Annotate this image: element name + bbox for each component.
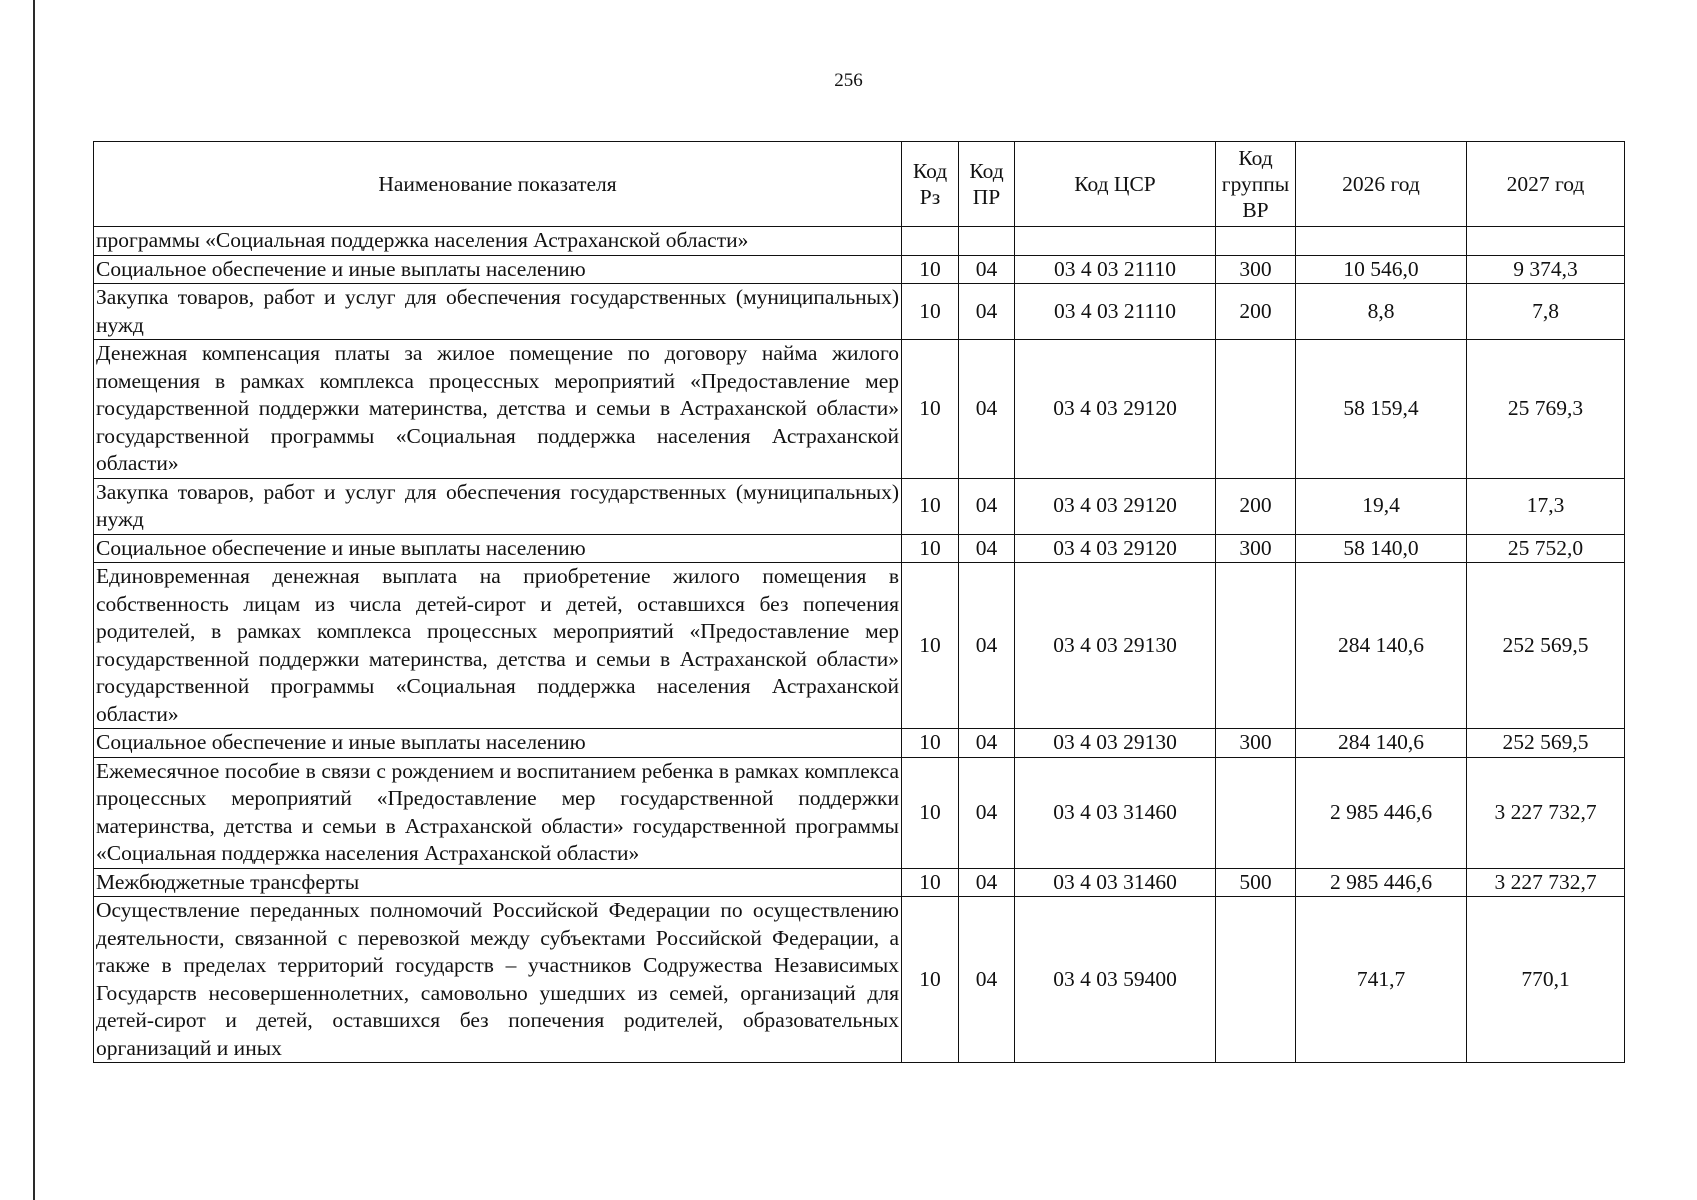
row-vr: 200 — [1216, 284, 1296, 340]
row-rz: 10 — [902, 729, 959, 758]
row-name: Закупка товаров, работ и услуг для обеспечения государственных (муниципальных) нужд — [94, 284, 902, 340]
row-2027: 25 769,3 — [1467, 340, 1625, 479]
row-2026: 19,4 — [1296, 478, 1467, 534]
header-2027: 2027 год — [1467, 142, 1625, 227]
row-rz: 10 — [902, 340, 959, 479]
table-row — [94, 255, 1625, 284]
row-rz: 10 — [902, 897, 959, 1063]
row-name: Осуществление переданных полномочий Российской Федерации по осуществлению деятельности, связанной с перевозкой между субъектами Российской Федерации, а также в пределах территорий государств – участников Содружества Независимых Государств несовершеннолетних, самовольно ушедших из семей, организаций для детей-сирот и детей, оставшихся без попечения родителей, образовательных организаций и иных — [94, 897, 902, 1063]
row-2026: 2 985 446,6 — [1296, 757, 1467, 868]
row-csr: 03 4 03 29120 — [1015, 534, 1216, 563]
table-row — [94, 757, 1625, 868]
page-number: 256 — [834, 70, 863, 91]
row-2026: 284 140,6 — [1296, 563, 1467, 729]
table-row — [94, 897, 1625, 1063]
row-2026 — [1296, 227, 1467, 256]
row-2026: 284 140,6 — [1296, 729, 1467, 758]
table-row — [94, 563, 1625, 729]
header-rz: Код Рз — [902, 142, 959, 227]
row-2027: 252 569,5 — [1467, 563, 1625, 729]
row-vr: 300 — [1216, 255, 1296, 284]
row-name: Межбюджетные трансферты — [94, 868, 902, 897]
row-name: Единовременная денежная выплата на приобретение жилого помещения в собственность лицам из числа детей-сирот и детей, оставшихся без попечения родителей, в рамках комплекса процессных мероприятий «Предоставление мер государственной поддержки материнства, детства и семьи в Астраханской области» государственной программы «Социальная поддержка населения Астраханской области» — [94, 563, 902, 729]
row-pr: 04 — [959, 534, 1015, 563]
header-name: Наименование показателя — [94, 142, 902, 227]
row-2026: 741,7 — [1296, 897, 1467, 1063]
row-name: Социальное обеспечение и иные выплаты населению — [94, 729, 902, 758]
header-pr: Код ПР — [959, 142, 1015, 227]
row-rz: 10 — [902, 255, 959, 284]
budget-table — [93, 141, 1625, 1063]
row-rz: 10 — [902, 868, 959, 897]
row-vr: 300 — [1216, 729, 1296, 758]
row-vr: 200 — [1216, 478, 1296, 534]
row-rz: 10 — [902, 284, 959, 340]
row-2027: 770,1 — [1467, 897, 1625, 1063]
table-row — [94, 340, 1625, 479]
row-csr: 03 4 03 31460 — [1015, 757, 1216, 868]
row-csr: 03 4 03 31460 — [1015, 868, 1216, 897]
table-header-row — [94, 142, 1625, 227]
row-name: Закупка товаров, работ и услуг для обеспечения государственных (муниципальных) нужд — [94, 478, 902, 534]
row-pr: 04 — [959, 563, 1015, 729]
header-vr: Код группы ВР — [1216, 142, 1296, 227]
row-vr — [1216, 757, 1296, 868]
row-csr: 03 4 03 59400 — [1015, 897, 1216, 1063]
row-2026: 58 140,0 — [1296, 534, 1467, 563]
row-csr: 03 4 03 21110 — [1015, 284, 1216, 340]
row-2027: 9 374,3 — [1467, 255, 1625, 284]
header-csr: Код ЦСР — [1015, 142, 1216, 227]
row-vr — [1216, 897, 1296, 1063]
row-rz: 10 — [902, 563, 959, 729]
row-2026: 10 546,0 — [1296, 255, 1467, 284]
row-pr: 04 — [959, 868, 1015, 897]
row-name: Социальное обеспечение и иные выплаты населению — [94, 534, 902, 563]
row-2026: 2 985 446,6 — [1296, 868, 1467, 897]
scan-edge-line — [33, 0, 35, 1200]
row-name: Социальное обеспечение и иные выплаты населению — [94, 255, 902, 284]
table-row — [94, 534, 1625, 563]
row-vr — [1216, 563, 1296, 729]
row-pr: 04 — [959, 757, 1015, 868]
row-rz: 10 — [902, 534, 959, 563]
row-2027: 25 752,0 — [1467, 534, 1625, 563]
table-row — [94, 729, 1625, 758]
row-pr: 04 — [959, 340, 1015, 479]
table-row — [94, 478, 1625, 534]
table-row — [94, 868, 1625, 897]
row-2027: 17,3 — [1467, 478, 1625, 534]
row-pr: 04 — [959, 897, 1015, 1063]
table-row — [94, 284, 1625, 340]
table-row — [94, 227, 1625, 256]
row-rz: 10 — [902, 757, 959, 868]
row-csr: 03 4 03 29130 — [1015, 563, 1216, 729]
row-2027 — [1467, 227, 1625, 256]
row-pr: 04 — [959, 478, 1015, 534]
row-name: программы «Социальная поддержка населения Астраханской области» — [94, 227, 902, 256]
row-pr: 04 — [959, 729, 1015, 758]
row-name: Денежная компенсация платы за жилое помещение по договору найма жилого помещения в рамках комплекса процессных мероприятий «Предоставление мер государственной поддержки материнства, детства и семьи в Астраханской области» государственной программы «Социальная поддержка населения Астраханской области» — [94, 340, 902, 479]
row-2027: 3 227 732,7 — [1467, 757, 1625, 868]
row-rz — [902, 227, 959, 256]
row-2027: 3 227 732,7 — [1467, 868, 1625, 897]
row-2026: 8,8 — [1296, 284, 1467, 340]
row-rz: 10 — [902, 478, 959, 534]
row-vr: 300 — [1216, 534, 1296, 563]
row-vr — [1216, 227, 1296, 256]
header-2026: 2026 год — [1296, 142, 1467, 227]
row-vr: 500 — [1216, 868, 1296, 897]
row-2027: 252 569,5 — [1467, 729, 1625, 758]
row-csr: 03 4 03 21110 — [1015, 255, 1216, 284]
row-csr — [1015, 227, 1216, 256]
row-pr: 04 — [959, 255, 1015, 284]
row-csr: 03 4 03 29120 — [1015, 340, 1216, 479]
row-name: Ежемесячное пособие в связи с рождением и воспитанием ребенка в рамках комплекса процессных мероприятий «Предоставление мер государственной поддержки материнства, детства и семьи в Астраханской области» государственной программы «Социальная поддержка населения Астраханской области» — [94, 757, 902, 868]
row-2026: 58 159,4 — [1296, 340, 1467, 479]
row-vr — [1216, 340, 1296, 479]
row-csr: 03 4 03 29130 — [1015, 729, 1216, 758]
row-pr — [959, 227, 1015, 256]
row-2027: 7,8 — [1467, 284, 1625, 340]
row-pr: 04 — [959, 284, 1015, 340]
row-csr: 03 4 03 29120 — [1015, 478, 1216, 534]
